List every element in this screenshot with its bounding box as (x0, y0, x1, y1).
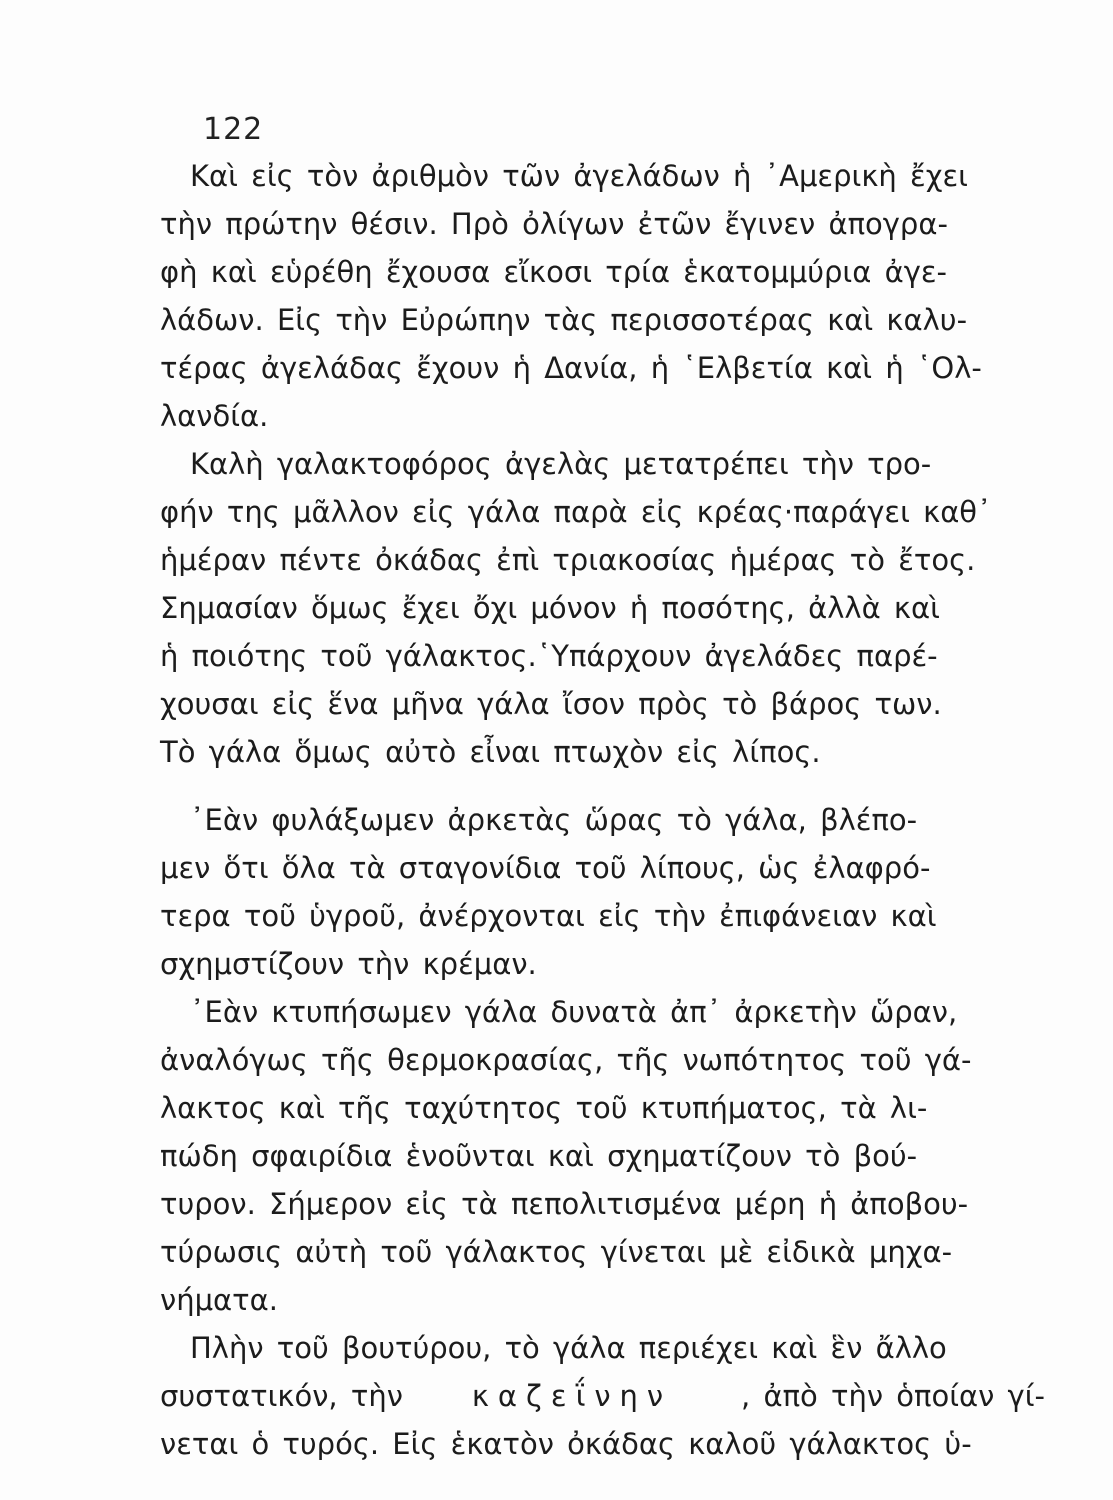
text-line: χουσαι εἰς ἕνα μῆνα γάλα ἴσον πρὸς τὸ βάρος των. (160, 687, 942, 721)
page-number: 122 (203, 112, 264, 147)
text-line: ἀναλόγως τῆς θερμοκρασίας, τῆς νωπότητος τοῦ γά- (160, 1043, 972, 1077)
text-line: τὴν πρώτην θέσιν. Πρὸ ὀλίγων ἐτῶν ἔγινεν ἀπογρα- (160, 207, 948, 241)
text-line: πώδη σφαιρίδια ἑνοῦνται καὶ σχηματίζουν τὸ βού- (160, 1139, 918, 1173)
section-one (160, 152, 1045, 776)
text-line: νήματα. (160, 1283, 278, 1317)
text-fragment: συστατικόν, τὴν (160, 1379, 403, 1413)
text-line: Τὸ γάλα ὅμως αὐτὸ εἶναι πτωχὸν εἰς λίπος. (160, 735, 821, 769)
text-line: ἡ ποιότης τοῦ γάλακτος.῾Υπάρχουν ἀγελάδες παρέ- (160, 639, 938, 673)
text-line: λάδων. Εἰς τὴν Εὐρώπην τὰς περισσοτέρας καὶ καλυ- (160, 303, 968, 337)
text-line: Σημασίαν ὅμως ἔχει ὄχι μόνον ἡ ποσότης, ἀλλὰ καὶ (160, 591, 940, 625)
text-line: μεν ὅτι ὅλα τὰ σταγονίδια τοῦ λίπους, ὡς ἐλαφρό- (160, 851, 931, 885)
text-line: τερα τοῦ ὑγροῦ, ἀνέρχονται εἰς τὴν ἐπιφάνειαν καὶ (160, 899, 937, 933)
text-line-with-spaced-term (160, 1372, 1045, 1420)
text-fragment: , ἀπὸ τὴν ὁποίαν γί- (741, 1379, 1045, 1413)
text-line: τυρον. Σήμερον εἰς τὰ πεπολιτισμένα μέρη ἡ ἀποβου- (160, 1187, 969, 1221)
text-line: λακτος καὶ τῆς ταχύτητος τοῦ κτυπήματος, τὰ λι- (160, 1091, 928, 1125)
spaced-term-caseine: καζεΐνην (471, 1379, 673, 1413)
text-line: τύρωσις αὐτὴ τοῦ γάλακτος γίνεται μὲ εἰδικὰ μηχα- (160, 1235, 953, 1269)
text-line: φήν της μᾶλλον εἰς γάλα παρὰ εἰς κρέας·παράγει καθ᾿ (160, 495, 992, 529)
text-line: τέρας ἀγελάδας ἔχουν ἡ Δανία, ἡ ῾Ελβετία καὶ ἡ ῾Ολ- (160, 351, 982, 385)
text-line: σχημστίζουν τὴν κρέμαν. (160, 947, 537, 981)
text-line: Πλὴν τοῦ βουτύρου, τὸ γάλα περιέχει καὶ ἓν ἄλλο (190, 1331, 947, 1365)
text-line: νεται ὁ τυρός. Εἰς ἑκατὸν ὀκάδας καλοῦ γάλακτος ὑ- (160, 1427, 972, 1461)
text-line: Καὶ εἰς τὸν ἀριθμὸν τῶν ἀγελάδων ἡ ᾿Αμερικὴ ἔχει (190, 159, 968, 193)
text-line: φὴ καὶ εὑρέθη ἔχουσα εἴκοσι τρία ἑκατομμύρια ἀγε- (160, 255, 947, 289)
text-line: ᾿Εὰν κτυπήσωμεν γάλα δυνατὰ ἀπ᾿ ἀρκετὴν ὥραν, (190, 995, 958, 1029)
text-line: Καλὴ γαλακτοφόρος ἀγελὰς μετατρέπει τὴν τρο- (190, 447, 932, 481)
text-line: ᾿Εὰν φυλάξωμεν ἀρκετὰς ὥρας τὸ γάλα, βλέπο- (190, 803, 918, 837)
text-line: λανδία. (160, 399, 269, 433)
section-two (160, 796, 1045, 1468)
text-line: ἡμέραν πέντε ὀκάδας ἐπὶ τριακοσίας ἡμέρας τὸ ἔτος. (160, 543, 976, 577)
